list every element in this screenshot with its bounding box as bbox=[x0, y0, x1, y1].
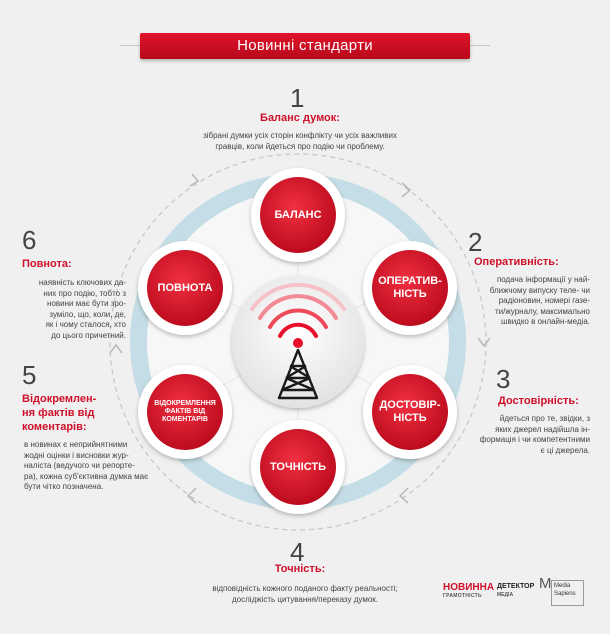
step-1-text-line1: зібрані думки усіх сторін конфлікту чи усіх важливих bbox=[203, 131, 397, 140]
label-completeness bbox=[147, 273, 223, 303]
step-2-text bbox=[480, 275, 590, 328]
label-speed-line2: НІСТЬ bbox=[393, 288, 427, 300]
step-6-number: 6 bbox=[22, 225, 37, 255]
step-6-text-line4: зуміло, що, коли, де, bbox=[49, 309, 126, 319]
step-2-text-line1: подача інформації у най- bbox=[496, 275, 590, 284]
label-balance bbox=[260, 200, 336, 230]
label-completeness-line1: ПОВНОТА bbox=[157, 281, 213, 294]
step-3-text bbox=[472, 414, 590, 456]
detector-logo bbox=[497, 575, 552, 599]
step-5-heading-line2: ня фактів від bbox=[22, 407, 95, 419]
step-5-number: 5 bbox=[22, 360, 37, 390]
step-4-text-line1: відповідність кожного поданого факту реальності; bbox=[212, 584, 398, 593]
step-4-heading: Точність: bbox=[274, 563, 326, 575]
step-2-heading: Оперативність: bbox=[474, 256, 559, 268]
detector-logo-subtitle: МЕДІА bbox=[497, 592, 514, 598]
step-1-text-line2: гравців, коли йдеться про подію чи проблему. bbox=[215, 141, 385, 151]
step-5-text-line5: бути чітко позначена. bbox=[24, 482, 104, 491]
mediasapiens-logo bbox=[551, 580, 584, 606]
step-5-text-line2: жодні оцінки і висновки жур- bbox=[24, 450, 129, 460]
step-3-text-line2: яких джерел надійшла ін- bbox=[495, 424, 590, 434]
mediasapiens-logo-line2: Sapiens bbox=[554, 591, 576, 597]
novynna-logo bbox=[443, 583, 494, 601]
step-5-text-line1: в новинах є неприйнятними bbox=[24, 440, 128, 449]
step-6-text bbox=[26, 278, 126, 341]
step-6-text-line2: них про подію, тобто з bbox=[43, 288, 126, 298]
step-1-text bbox=[170, 131, 430, 152]
step-3-text-line3: формація і чи компетентними bbox=[479, 435, 590, 444]
step-6-text-line6: до цього причетний. bbox=[51, 330, 126, 340]
label-separation-line2: ФАКТІВ ВІД bbox=[164, 407, 206, 415]
step-6-text-line5: як і чому сталося, хто bbox=[45, 320, 126, 329]
step-6-text-line3: новини має бути зро- bbox=[47, 299, 126, 308]
page-title: Новинні стандарти bbox=[237, 37, 373, 54]
step-2-text-line3: радіоновин, номері газе- bbox=[498, 296, 590, 305]
label-separation-line1: ВІДОКРЕМЛЕННЯ bbox=[154, 399, 216, 407]
label-reliability-line2: НІСТЬ bbox=[393, 412, 427, 424]
step-2-text-line5: швидко в онлайн-медіа. bbox=[501, 317, 590, 326]
label-accuracy-line1: ТОЧНІСТЬ bbox=[269, 460, 327, 473]
step-2-text-line4: ти/журналу, максимально bbox=[495, 306, 590, 316]
step-2-text-line2: ближчому випуску теле- чи bbox=[489, 285, 590, 295]
novynna-logo-title: НОВИННА bbox=[443, 582, 495, 593]
label-speed bbox=[372, 270, 448, 306]
mediasapiens-logo-line1: Media bbox=[554, 583, 571, 589]
novynna-logo-subtitle: ГРАМОТНІСТЬ bbox=[443, 593, 482, 599]
label-separation-line3: КОМЕНТАРІВ bbox=[162, 416, 208, 424]
label-speed-line1: ОПЕРАТИВ- bbox=[378, 275, 442, 288]
step-3-text-line4: є ці джерела. bbox=[540, 445, 590, 455]
label-balance-line1: БАЛАНС bbox=[274, 208, 322, 221]
step-5-heading-line1: Відокремлен- bbox=[22, 393, 97, 405]
step-5-heading bbox=[22, 392, 132, 434]
step-5-text-line3: наліста (ведучого чи репорте- bbox=[24, 461, 135, 470]
step-5-text bbox=[24, 440, 154, 493]
step-2-number: 2 bbox=[468, 227, 483, 257]
step-5-text-line4: ра), кожна суб'єктивна думка має bbox=[24, 471, 149, 481]
step-1-number: 1 bbox=[290, 83, 305, 113]
step-4-number: 4 bbox=[290, 537, 305, 567]
detector-mark-icon: M bbox=[539, 575, 552, 592]
step-3-heading: Достовірність: bbox=[498, 395, 579, 407]
step-3-number: 3 bbox=[496, 364, 511, 394]
step-5-heading-line3: коментарів: bbox=[22, 421, 87, 433]
step-4-text-line2: досліджість цитування/переказу думок. bbox=[232, 594, 378, 604]
detector-logo-title: ДЕТЕКТОР bbox=[497, 583, 535, 590]
step-1-heading: Баланс думок: bbox=[260, 112, 340, 124]
label-reliability-line1: ДОСТОВІР- bbox=[379, 399, 441, 412]
step-6-text-line1: наявність ключових да- bbox=[38, 278, 126, 287]
label-reliability bbox=[372, 394, 448, 430]
step-3-text-line1: йдеться про те, звідки, з bbox=[499, 414, 590, 423]
label-separation bbox=[147, 392, 223, 432]
label-accuracy bbox=[260, 452, 336, 482]
step-4-text bbox=[180, 584, 430, 605]
step-6-heading: Повнота: bbox=[22, 258, 72, 270]
